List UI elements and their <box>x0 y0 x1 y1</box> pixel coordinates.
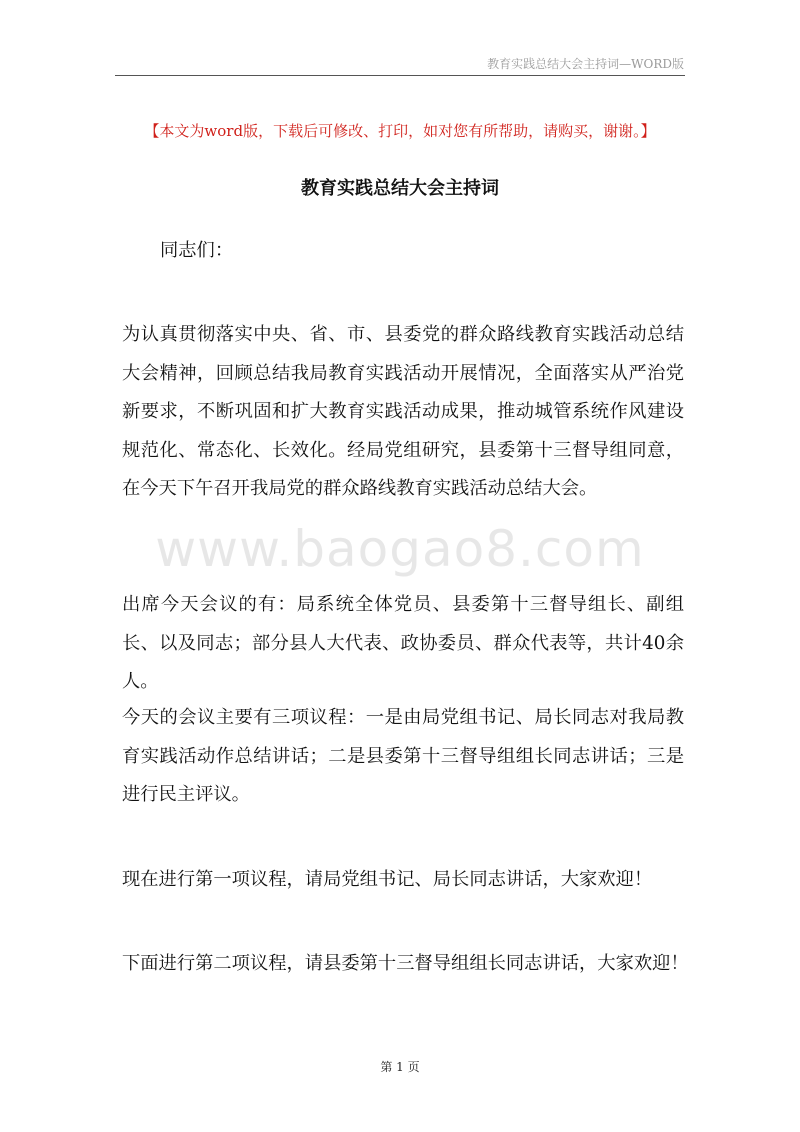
greeting: 同志们： <box>160 240 234 261</box>
purchase-notice: 【本文为word版，下载后可修改、打印，如对您有所帮助，请购买，谢谢。】 <box>144 122 656 140</box>
paragraph-intro: 为认真贯彻落实中央、省、市、县委党的群众路线教育实践活动总结大会精神，回顾总结我局教育实践活动开展情况，全面落实从严治党新要求，不断巩固和扩大教育实践活动成果，推动城管系统作风建设规范化、常态化、长效化。经局党组研究，县委第十三督导组同意，在今天下午召开我局党的群众路线教育实践活动总结大会。 <box>122 324 684 499</box>
document-title: 教育实践总结大会主持词 <box>301 178 499 199</box>
paragraph-agenda: 今天的会议主要有三项议程：一是由局党组书记、局长同志对我局教育实践活动作总结讲话；二是县委第十三督导组组长同志讲话；三是进行民主评议。 <box>122 707 684 805</box>
watermark: www.baogao8.com <box>155 520 645 578</box>
page-header-title: 教育实践总结大会主持词—WORD版 <box>487 57 684 71</box>
paragraph-first-item: 现在进行第一项议程，请局党组书记、局长同志讲话，大家欢迎！ <box>122 869 653 890</box>
page-number: 第 1 页 <box>380 1060 420 1074</box>
paragraph-attendees: 出席今天会议的有：局系统全体党员、县委第十三督导组长、副组长、以及同志；部分县人大代表、政协委员、群众代表等，共计40余人。 <box>122 594 684 692</box>
header-divider <box>115 75 685 76</box>
paragraph-second-item: 下面进行第二项议程，请县委第十三督导组组长同志讲话，大家欢迎！ <box>122 953 689 974</box>
